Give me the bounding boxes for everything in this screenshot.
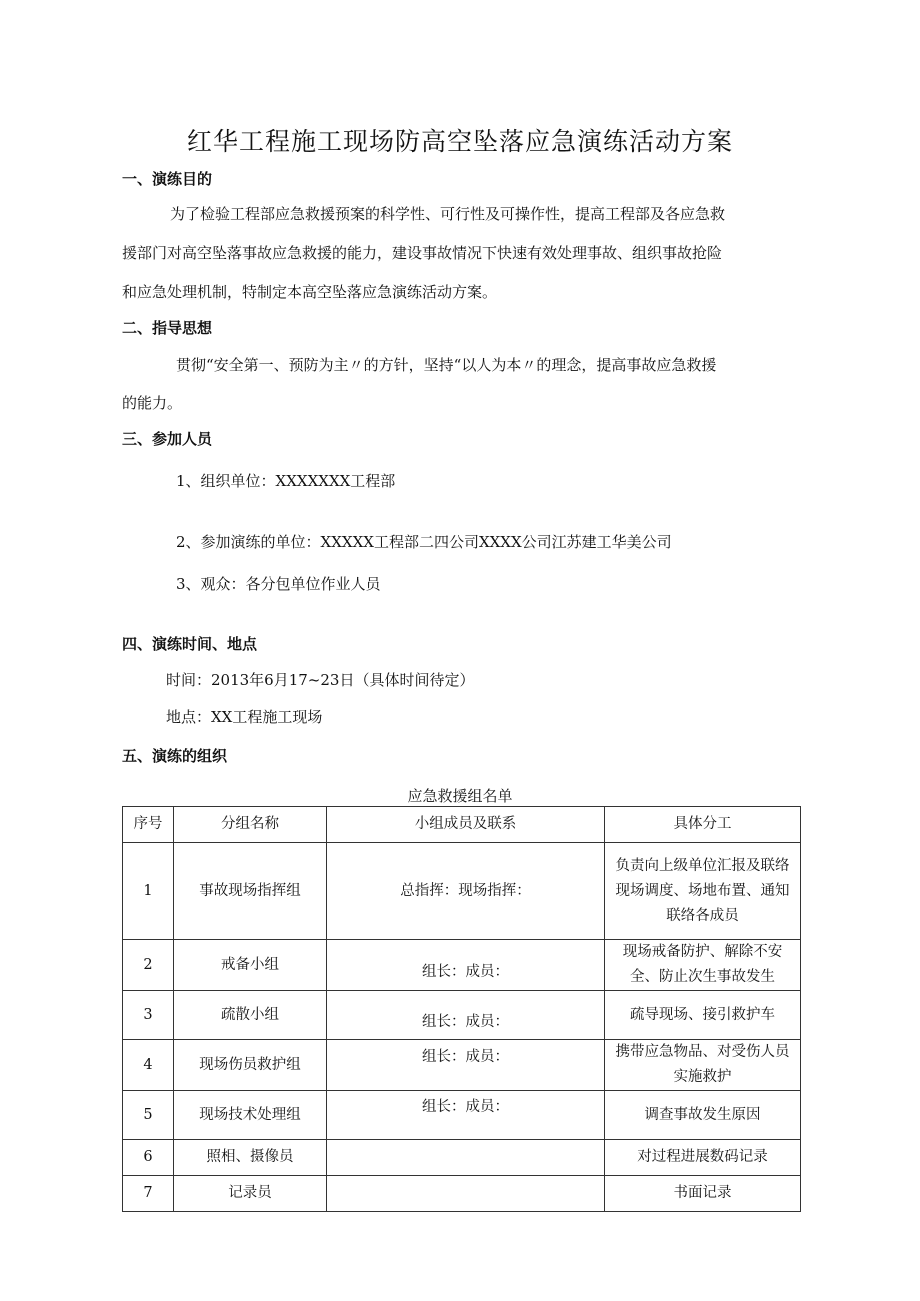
duty-line: 联络各成员 xyxy=(666,907,739,924)
row-members xyxy=(327,991,605,1040)
duty-line: 调查事故发生原因 xyxy=(644,1106,761,1123)
row-group-name: 戒备小组 xyxy=(174,940,327,991)
rescue-team-table xyxy=(122,806,801,1212)
participants-item-3: 3、观众：各分包单位作业人员 xyxy=(176,575,381,593)
guidance-line-1: 贯彻“安全第一、预防为主〃的方针，坚持“以人为本〃的理念，提高事故应急救援 xyxy=(176,356,717,374)
row-no: 2 xyxy=(123,940,174,991)
participants-item-1: 1、组织单位：XXXXXXX工程部 xyxy=(176,472,396,490)
row-duties xyxy=(605,1040,801,1091)
row-members: 总指挥：现场指挥： xyxy=(327,843,605,940)
row-members xyxy=(327,940,605,991)
header-duties: 具体分工 xyxy=(605,807,801,843)
table-row xyxy=(123,1176,801,1212)
row-group-name: 照相、摄像员 xyxy=(174,1140,327,1176)
row-no: 5 xyxy=(123,1091,174,1140)
table-row xyxy=(123,1140,801,1176)
purpose-line-1: 为了检验工程部应急救援预案的科学性、可行性及可操作性，提高工程部及各应急救 xyxy=(170,205,726,223)
row-members xyxy=(327,1176,605,1212)
duty-line: 携带应急物品、对受伤人员 xyxy=(615,1044,790,1060)
header-members: 小组成员及联系 xyxy=(327,807,605,843)
table-row xyxy=(123,1040,801,1091)
row-group-name: 疏散小组 xyxy=(174,991,327,1040)
row-duties xyxy=(605,1140,801,1176)
members-text: 组长：成员： xyxy=(422,1098,509,1115)
row-group-name: 事故现场指挥组 xyxy=(174,843,327,940)
drill-place: 地点：XX工程施工现场 xyxy=(166,708,323,726)
row-members xyxy=(327,1140,605,1176)
header-group-name: 分组名称 xyxy=(174,807,327,843)
duty-line: 负责向上级单位汇报及联络 xyxy=(615,857,790,874)
duty-line: 书面记录 xyxy=(673,1185,732,1201)
row-members xyxy=(327,1091,605,1140)
row-no: 1 xyxy=(123,843,174,940)
row-no: 4 xyxy=(123,1040,174,1091)
row-duties xyxy=(605,991,801,1040)
row-group-name: 现场技术处理组 xyxy=(174,1091,327,1140)
row-members xyxy=(327,1040,605,1091)
row-no: 3 xyxy=(123,991,174,1040)
participants-item-2: 2、参加演练的单位：XXXXX工程部二四公司XXXX公司江苏建工华美公司 xyxy=(176,533,672,551)
members-text: 组长：成员： xyxy=(422,963,509,980)
row-group-name: 记录员 xyxy=(174,1176,327,1212)
section-heading-time-place: 四、演练时间、地点 xyxy=(122,635,258,653)
purpose-line-2: 援部门对高空坠落事故应急救援的能力，建设事故情况下快速有效处理事故、组织事故抢险 xyxy=(122,244,723,262)
section-heading-participants: 三、参加人员 xyxy=(122,430,213,448)
table-row xyxy=(123,843,801,940)
members-text: 组长：成员： xyxy=(422,1013,509,1030)
table-header-row xyxy=(123,807,801,843)
purpose-line-3: 和应急处理机制，特制定本高空坠落应急演练活动方案。 xyxy=(122,283,498,301)
table-row xyxy=(123,940,801,991)
row-no: 6 xyxy=(123,1140,174,1176)
guidance-line-2: 的能力。 xyxy=(122,394,183,412)
duty-line: 全、防止次生事故发生 xyxy=(630,969,775,985)
table-row xyxy=(123,991,801,1040)
section-heading-purpose: 一、演练目的 xyxy=(122,170,213,188)
duty-line: 实施救护 xyxy=(673,1069,732,1085)
duty-line: 对过程进展数码记录 xyxy=(637,1149,768,1165)
section-heading-organization: 五、演练的组织 xyxy=(122,747,228,765)
table-caption: 应急救援组名单 xyxy=(407,787,513,805)
section-heading-guidance: 二、指导思想 xyxy=(122,319,213,337)
row-no: 7 xyxy=(123,1176,174,1212)
drill-time: 时间：2013年6月17~23日（具体时间待定） xyxy=(166,671,475,689)
duty-line: 现场戒备防护、解除不安 xyxy=(622,944,783,960)
row-duties xyxy=(605,940,801,991)
table-row xyxy=(123,1091,801,1140)
document-title: 红华工程施工现场防高空坠落应急演练活动方案 xyxy=(186,127,733,156)
row-duties xyxy=(605,1176,801,1212)
members-text: 组长：成员： xyxy=(422,1048,509,1065)
header-no: 序号 xyxy=(123,807,174,843)
row-group-name: 现场伤员救护组 xyxy=(174,1040,327,1091)
duty-line: 现场调度、场地布置、通知 xyxy=(615,882,790,899)
row-duties xyxy=(605,843,801,940)
row-duties xyxy=(605,1091,801,1140)
duty-line: 疏导现场、接引救护车 xyxy=(630,1006,775,1023)
